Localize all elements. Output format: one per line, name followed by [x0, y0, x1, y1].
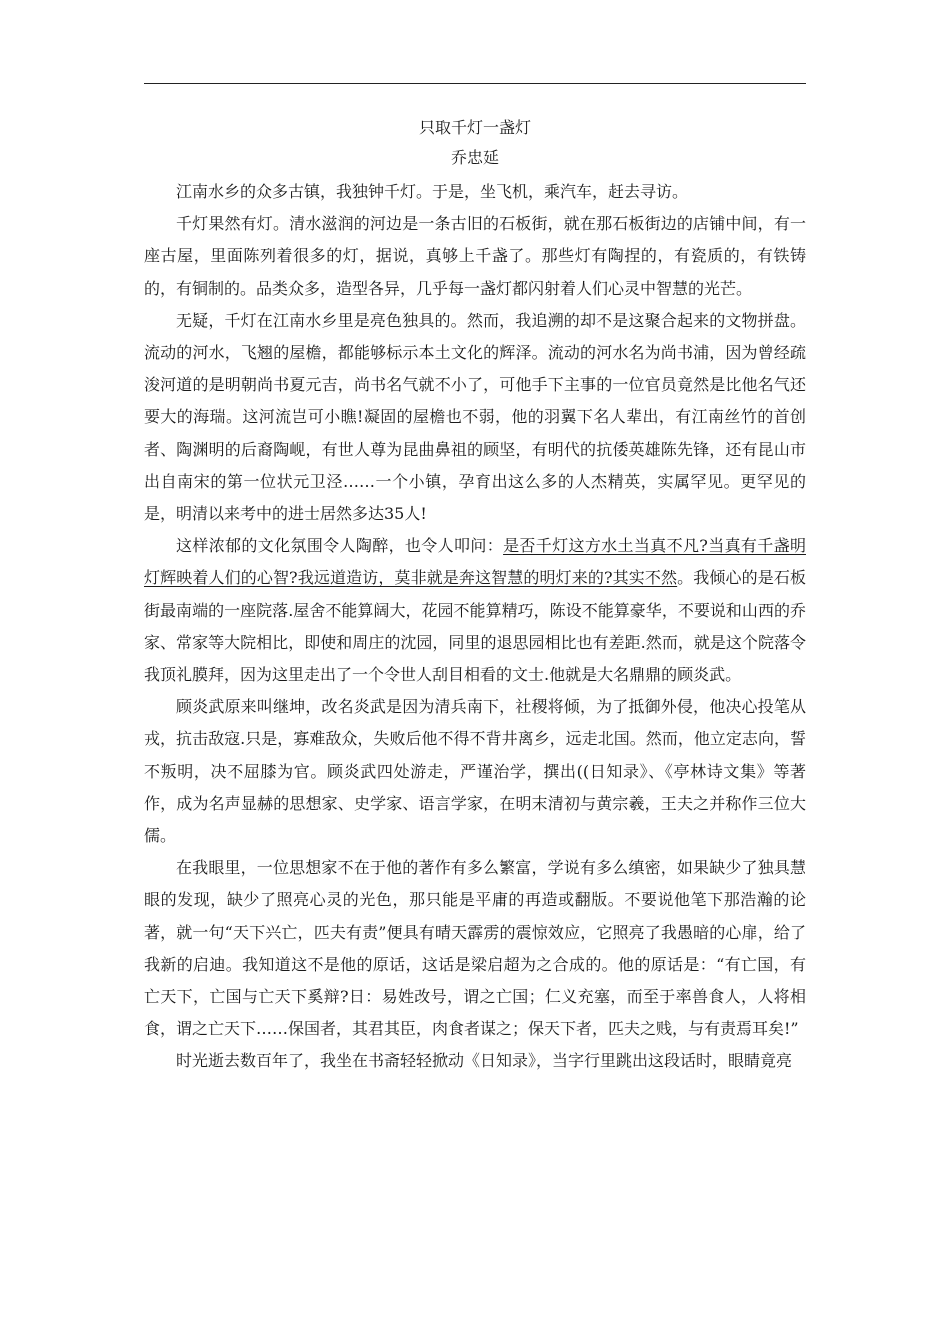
header-rule	[144, 83, 806, 84]
paragraph-1: 江南水乡的众多古镇，我独钟千灯。于是，坐飞机，乘汽车，赶去寻访。	[176, 182, 689, 201]
article-author: 乔忠延	[450, 148, 499, 167]
paragraph-7: 时光逝去数百年了，我坐在书斋轻轻掀动《日知录》，当字行里跳出这段话时，眼睛竟亮	[176, 1051, 793, 1071]
paragraph-4	[144, 530, 806, 691]
paragraph-3: 无疑，千灯在江南水乡里是亮色独具的。然而，我追溯的却不是这聚合起来的文物拼盘。流动的河水，飞翘的屋檐，都能够标示本土文化的辉泽。流动的河水名为尚书浦，因为曾经疏浚河道的是明朝尚书夏元吉，尚书名气就不小了，可他手下主事的一位官员竟然是比他名气还要大的海瑞。这河流岂可小瞧!凝固的屋檐也不弱，他的羽翼下名人辈出，有江南丝竹的首创者、陶渊明的后裔陶岘，有世人尊为昆曲鼻祖的顾坚，有明代的抗倭英雄陈先锋，还有昆山市出自南宋的第一位状元卫泾……一个小镇，孕育出这么多的人杰精英，实属罕见。更罕见的是，明清以来考中的进士居然多达35人!	[144, 310, 806, 524]
paragraph-2: 千灯果然有灯。清水滋润的河边是一条古旧的石板街，就在那石板街边的店铺中间，有一座古屋，里面陈列着很多的灯，据说，真够上千盏了。那些灯有陶捏的，有瓷质的，有铁铸的，有铜制的。品类众多，造型各异，几乎每一盏灯都闪射着人们心灵中智慧的光芒。	[144, 214, 806, 298]
article-title: 只取千灯一盏灯	[418, 118, 531, 137]
paragraph-5: 顾炎武原来叫继坤，改名炎武是因为清兵南下，社稷将倾，为了抵御外侵，他决心投笔从戎，抗击敌寇.只是，寡难敌众，失败后他不得不背井离乡，远走北国。然而，他立定志向，誓不叛明，决不屈膝为官。顾炎武四处游走，严谨治学，撰出((日知录》、《亭林诗文集》等著作，成为名声显赫的思想家、史学家、语言学家，在明末清初与黄宗羲，王夫之并称作三位大儒。	[144, 697, 806, 846]
paragraph-4-lead: 这样浓郁的文化氛围令人陶醉，也令人叩问：	[176, 536, 504, 556]
paragraph-4-rest: 。我倾心的是石板街最南端的一座院落.屋舍不能算阔大，花园不能算精巧，陈设不能算豪华，不要说和山西的乔家、常家等大院相比，即使和周庄的沈园，同里的退思园相比也有差距.然而，就是这个院落令我顶礼膜拜，因为这里走出了一个令世人刮目相看的文士.他就是大名鼎鼎的顾炎武。	[144, 568, 806, 685]
underlined-question: 是否千灯这方水土当真不凡?当真有千盏明灯辉映着人们的心智?我远道造访，莫非就是奔这智慧的明灯来的?其实不然	[144, 536, 806, 588]
paragraph-6: 在我眼里，一位思想家不在于他的著作有多么繁富，学说有多么缜密，如果缺少了独具慧眼的发现，缺少了照亮心灵的光色，那只能是平庸的再造或翻版。不要说他笔下那浩瀚的论著，就一句“天下兴亡，匹夫有责”便具有晴天霹雳的震惊效应，它照亮了我愚暗的心扉，给了我新的启迪。我知道这不是他的原话，这话是梁启超为之合成的。他的原话是：“有亡国，有亡天下，亡国与亡天下奚辩?日：易姓改号，谓之亡国；仁义充塞，而至于率兽食人，人将相食，谓之亡天下……保国者，其君其臣，肉食者谋之；保天下者，匹夫之贱，与有责焉耳矣!”	[144, 858, 806, 1039]
article-body	[144, 118, 806, 1078]
